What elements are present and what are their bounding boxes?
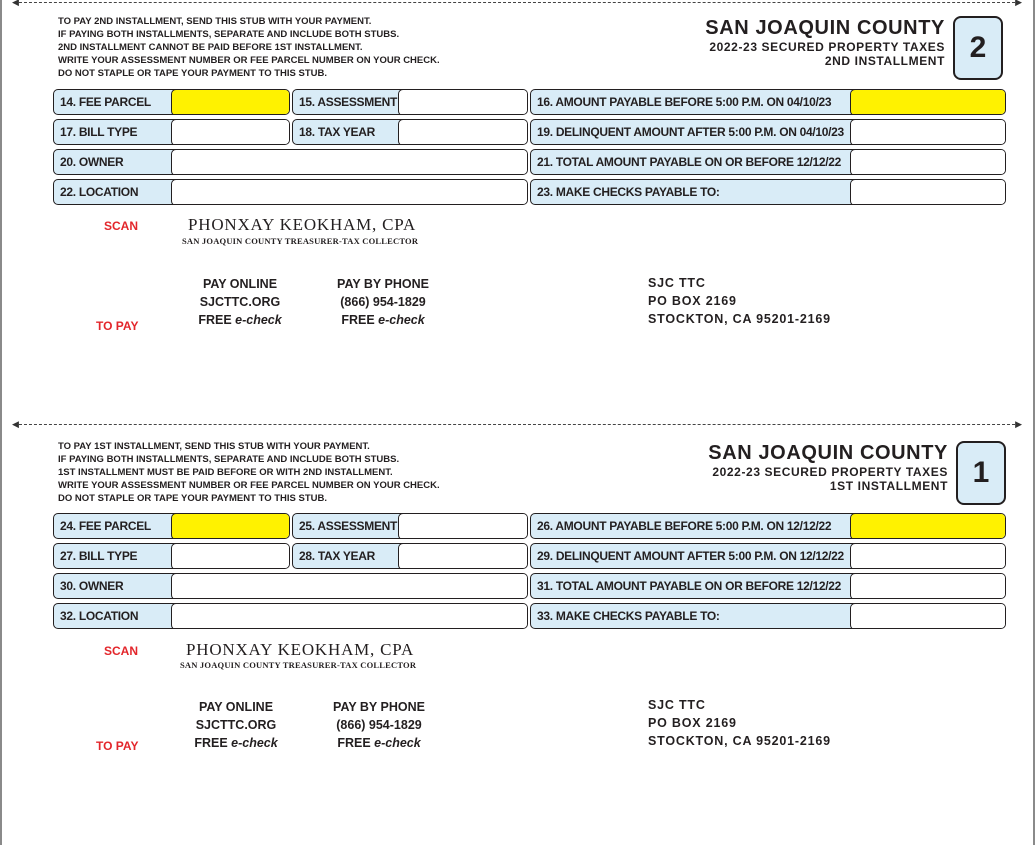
- pay-by-phone-echeck: FREE e-check: [337, 736, 421, 750]
- total-payable-field: [530, 573, 1006, 599]
- mailing-address: [648, 274, 831, 328]
- county-name: SAN JOAQUIN COUNTY: [708, 442, 948, 464]
- amount-payable-value: [850, 89, 1006, 115]
- address-line: SJC TTC: [648, 698, 706, 712]
- county-heading: [708, 441, 948, 493]
- installment-number-box: 2: [953, 16, 1003, 80]
- pay-online-echeck: FREE e-check: [194, 736, 278, 750]
- pay-online-echeck: FREE e-check: [198, 313, 282, 327]
- pay-by-phone-number: (866) 954-1829: [336, 718, 422, 732]
- delinquent-amount-value: [850, 119, 1006, 145]
- field-label: 21. TOTAL AMOUNT PAYABLE ON OR BEFORE 12/12/22: [537, 155, 842, 169]
- installment-1-stub: [0, 419, 1035, 845]
- county-name: SAN JOAQUIN COUNTY: [705, 17, 945, 39]
- instruction-line: WRITE YOUR ASSESSMENT NUMBER OR FEE PARCEL NUMBER ON YOUR CHECK.: [58, 55, 440, 66]
- tax-year-value: [398, 119, 528, 145]
- to-pay-label: TO PAY: [96, 319, 139, 333]
- location-field: [53, 179, 528, 205]
- delinquent-amount-field: [530, 543, 1006, 569]
- field-label: 20. OWNER: [60, 155, 124, 169]
- installment-line: 2ND INSTALLMENT: [824, 54, 945, 68]
- owner-value: [171, 149, 528, 175]
- field-label: 32. LOCATION: [60, 609, 139, 623]
- pay-by-phone-block: [323, 275, 443, 329]
- bill-type-field: [53, 119, 290, 145]
- field-label: 16. AMOUNT PAYABLE BEFORE 5:00 P.M. ON 04/10/23: [537, 95, 832, 109]
- mailing-address: [648, 696, 831, 750]
- tax-year-line: 2022-23 SECURED PROPERTY TAXES: [712, 465, 948, 479]
- delinquent-amount-value: [850, 543, 1006, 569]
- to-pay-label: TO PAY: [96, 739, 139, 753]
- field-label: 25. ASSESSMENT: [299, 519, 398, 533]
- tax-year-value: [398, 543, 528, 569]
- treasurer-name: PHONXAY KEOKHAM, CPA: [188, 215, 417, 234]
- checks-payable-value: [850, 603, 1006, 629]
- field-label: 18. TAX YEAR: [299, 125, 375, 139]
- address-line: PO BOX 2169: [648, 294, 737, 308]
- pay-by-phone-block: [319, 698, 439, 752]
- field-label: 28. TAX YEAR: [299, 549, 375, 563]
- amount-payable-field: [530, 513, 1006, 539]
- stub-instructions: [58, 15, 518, 80]
- address-line: STOCKTON, CA 95201-2169: [648, 734, 831, 748]
- total-payable-value: [850, 573, 1006, 599]
- tax-year-field: [292, 119, 528, 145]
- tax-year-line: 2022-23 SECURED PROPERTY TAXES: [709, 40, 945, 54]
- fee-parcel-field: [53, 513, 290, 539]
- location-value: [171, 179, 528, 205]
- pay-online-site[interactable]: SJCTTC.ORG: [195, 718, 277, 732]
- cut-line-top: ◀ ▶: [12, 0, 1022, 7]
- stub-instructions: [58, 440, 518, 505]
- field-label: 24. FEE PARCEL: [60, 519, 151, 533]
- instruction-line: IF PAYING BOTH INSTALLMENTS, SEPARATE AND INCLUDE BOTH STUBS.: [58, 29, 400, 40]
- field-label: 15. ASSESSMENT: [299, 95, 398, 109]
- field-label: 33. MAKE CHECKS PAYABLE TO:: [537, 609, 720, 623]
- assessment-field: [292, 89, 528, 115]
- total-payable-value: [850, 149, 1006, 175]
- scan-label: SCAN: [104, 219, 139, 233]
- amount-payable-field: [530, 89, 1006, 115]
- field-label: 23. MAKE CHECKS PAYABLE TO:: [537, 185, 720, 199]
- pay-by-phone-number: (866) 954-1829: [340, 295, 426, 309]
- treasurer-title: SAN JOAQUIN COUNTY TREASURER-TAX COLLECTOR: [182, 236, 419, 246]
- address-line: SJC TTC: [648, 276, 706, 290]
- pay-online-title: PAY ONLINE: [202, 277, 278, 291]
- instruction-line: 1ST INSTALLMENT MUST BE PAID BEFORE OR WITH 2ND INSTALLMENT.: [58, 467, 393, 478]
- address-line: STOCKTON, CA 95201-2169: [648, 312, 831, 326]
- instruction-line: 2ND INSTALLMENT CANNOT BE PAID BEFORE 1ST INSTALLMENT.: [58, 42, 363, 53]
- field-label: 27. BILL TYPE: [60, 549, 138, 563]
- location-value: [171, 603, 528, 629]
- field-label: 17. BILL TYPE: [60, 125, 138, 139]
- bill-type-value: [171, 119, 290, 145]
- instruction-line: IF PAYING BOTH INSTALLMENTS, SEPARATE AND INCLUDE BOTH STUBS.: [58, 454, 400, 465]
- cut-line-middle: ◀ ▶: [12, 419, 1022, 429]
- owner-value: [171, 573, 528, 599]
- checks-payable-field: [530, 603, 1006, 629]
- instruction-line: TO PAY 2ND INSTALLMENT, SEND THIS STUB WITH YOUR PAYMENT.: [58, 16, 372, 27]
- pay-online-site[interactable]: SJCTTC.ORG: [199, 295, 281, 309]
- field-label: 14. FEE PARCEL: [60, 95, 151, 109]
- scan-label: SCAN: [104, 644, 139, 658]
- delinquent-amount-field: [530, 119, 1006, 145]
- treasurer-name: PHONXAY KEOKHAM, CPA: [186, 640, 415, 659]
- assessment-value: [398, 89, 528, 115]
- bill-type-value: [171, 543, 290, 569]
- installment-number-box: 1: [956, 441, 1006, 505]
- field-label: 22. LOCATION: [60, 185, 139, 199]
- pay-by-phone-title: PAY BY PHONE: [333, 700, 425, 714]
- pay-online-title: PAY ONLINE: [198, 700, 274, 714]
- field-label: 19. DELINQUENT AMOUNT AFTER 5:00 P.M. ON 04/10/23: [537, 125, 844, 139]
- checks-payable-field: [530, 179, 1006, 205]
- pay-online-block: [190, 275, 290, 329]
- fee-parcel-field: [53, 89, 290, 115]
- location-field: [53, 603, 528, 629]
- fee-parcel-value: [171, 89, 290, 115]
- treasurer-title: SAN JOAQUIN COUNTY TREASURER-TAX COLLECTOR: [180, 660, 417, 670]
- installment-2-stub: [0, 0, 1035, 420]
- county-heading: [705, 16, 945, 68]
- instruction-line: DO NOT STAPLE OR TAPE YOUR PAYMENT TO THIS STUB.: [58, 68, 328, 79]
- installment-line: 1ST INSTALLMENT: [829, 479, 948, 493]
- assessment-field: [292, 513, 528, 539]
- amount-payable-value: [850, 513, 1006, 539]
- tax-year-field: [292, 543, 528, 569]
- owner-field: [53, 149, 528, 175]
- address-line: PO BOX 2169: [648, 716, 737, 730]
- assessment-value: [398, 513, 528, 539]
- checks-payable-value: [850, 179, 1006, 205]
- pay-by-phone-echeck: FREE e-check: [341, 313, 425, 327]
- instruction-line: WRITE YOUR ASSESSMENT NUMBER OR FEE PARCEL NUMBER ON YOUR CHECK.: [58, 480, 440, 491]
- instruction-line: TO PAY 1ST INSTALLMENT, SEND THIS STUB WITH YOUR PAYMENT.: [58, 441, 370, 452]
- pay-online-block: [186, 698, 286, 752]
- owner-field: [53, 573, 528, 599]
- pay-by-phone-title: PAY BY PHONE: [337, 277, 429, 291]
- total-payable-field: [530, 149, 1006, 175]
- field-label: 31. TOTAL AMOUNT PAYABLE ON OR BEFORE 12/12/22: [537, 579, 842, 593]
- instruction-line: DO NOT STAPLE OR TAPE YOUR PAYMENT TO THIS STUB.: [58, 493, 328, 504]
- field-label: 26. AMOUNT PAYABLE BEFORE 5:00 P.M. ON 12/12/22: [537, 519, 832, 533]
- field-label: 29. DELINQUENT AMOUNT AFTER 5:00 P.M. ON 12/12/22: [537, 549, 844, 563]
- fee-parcel-value: [171, 513, 290, 539]
- bill-type-field: [53, 543, 290, 569]
- field-label: 30. OWNER: [60, 579, 124, 593]
